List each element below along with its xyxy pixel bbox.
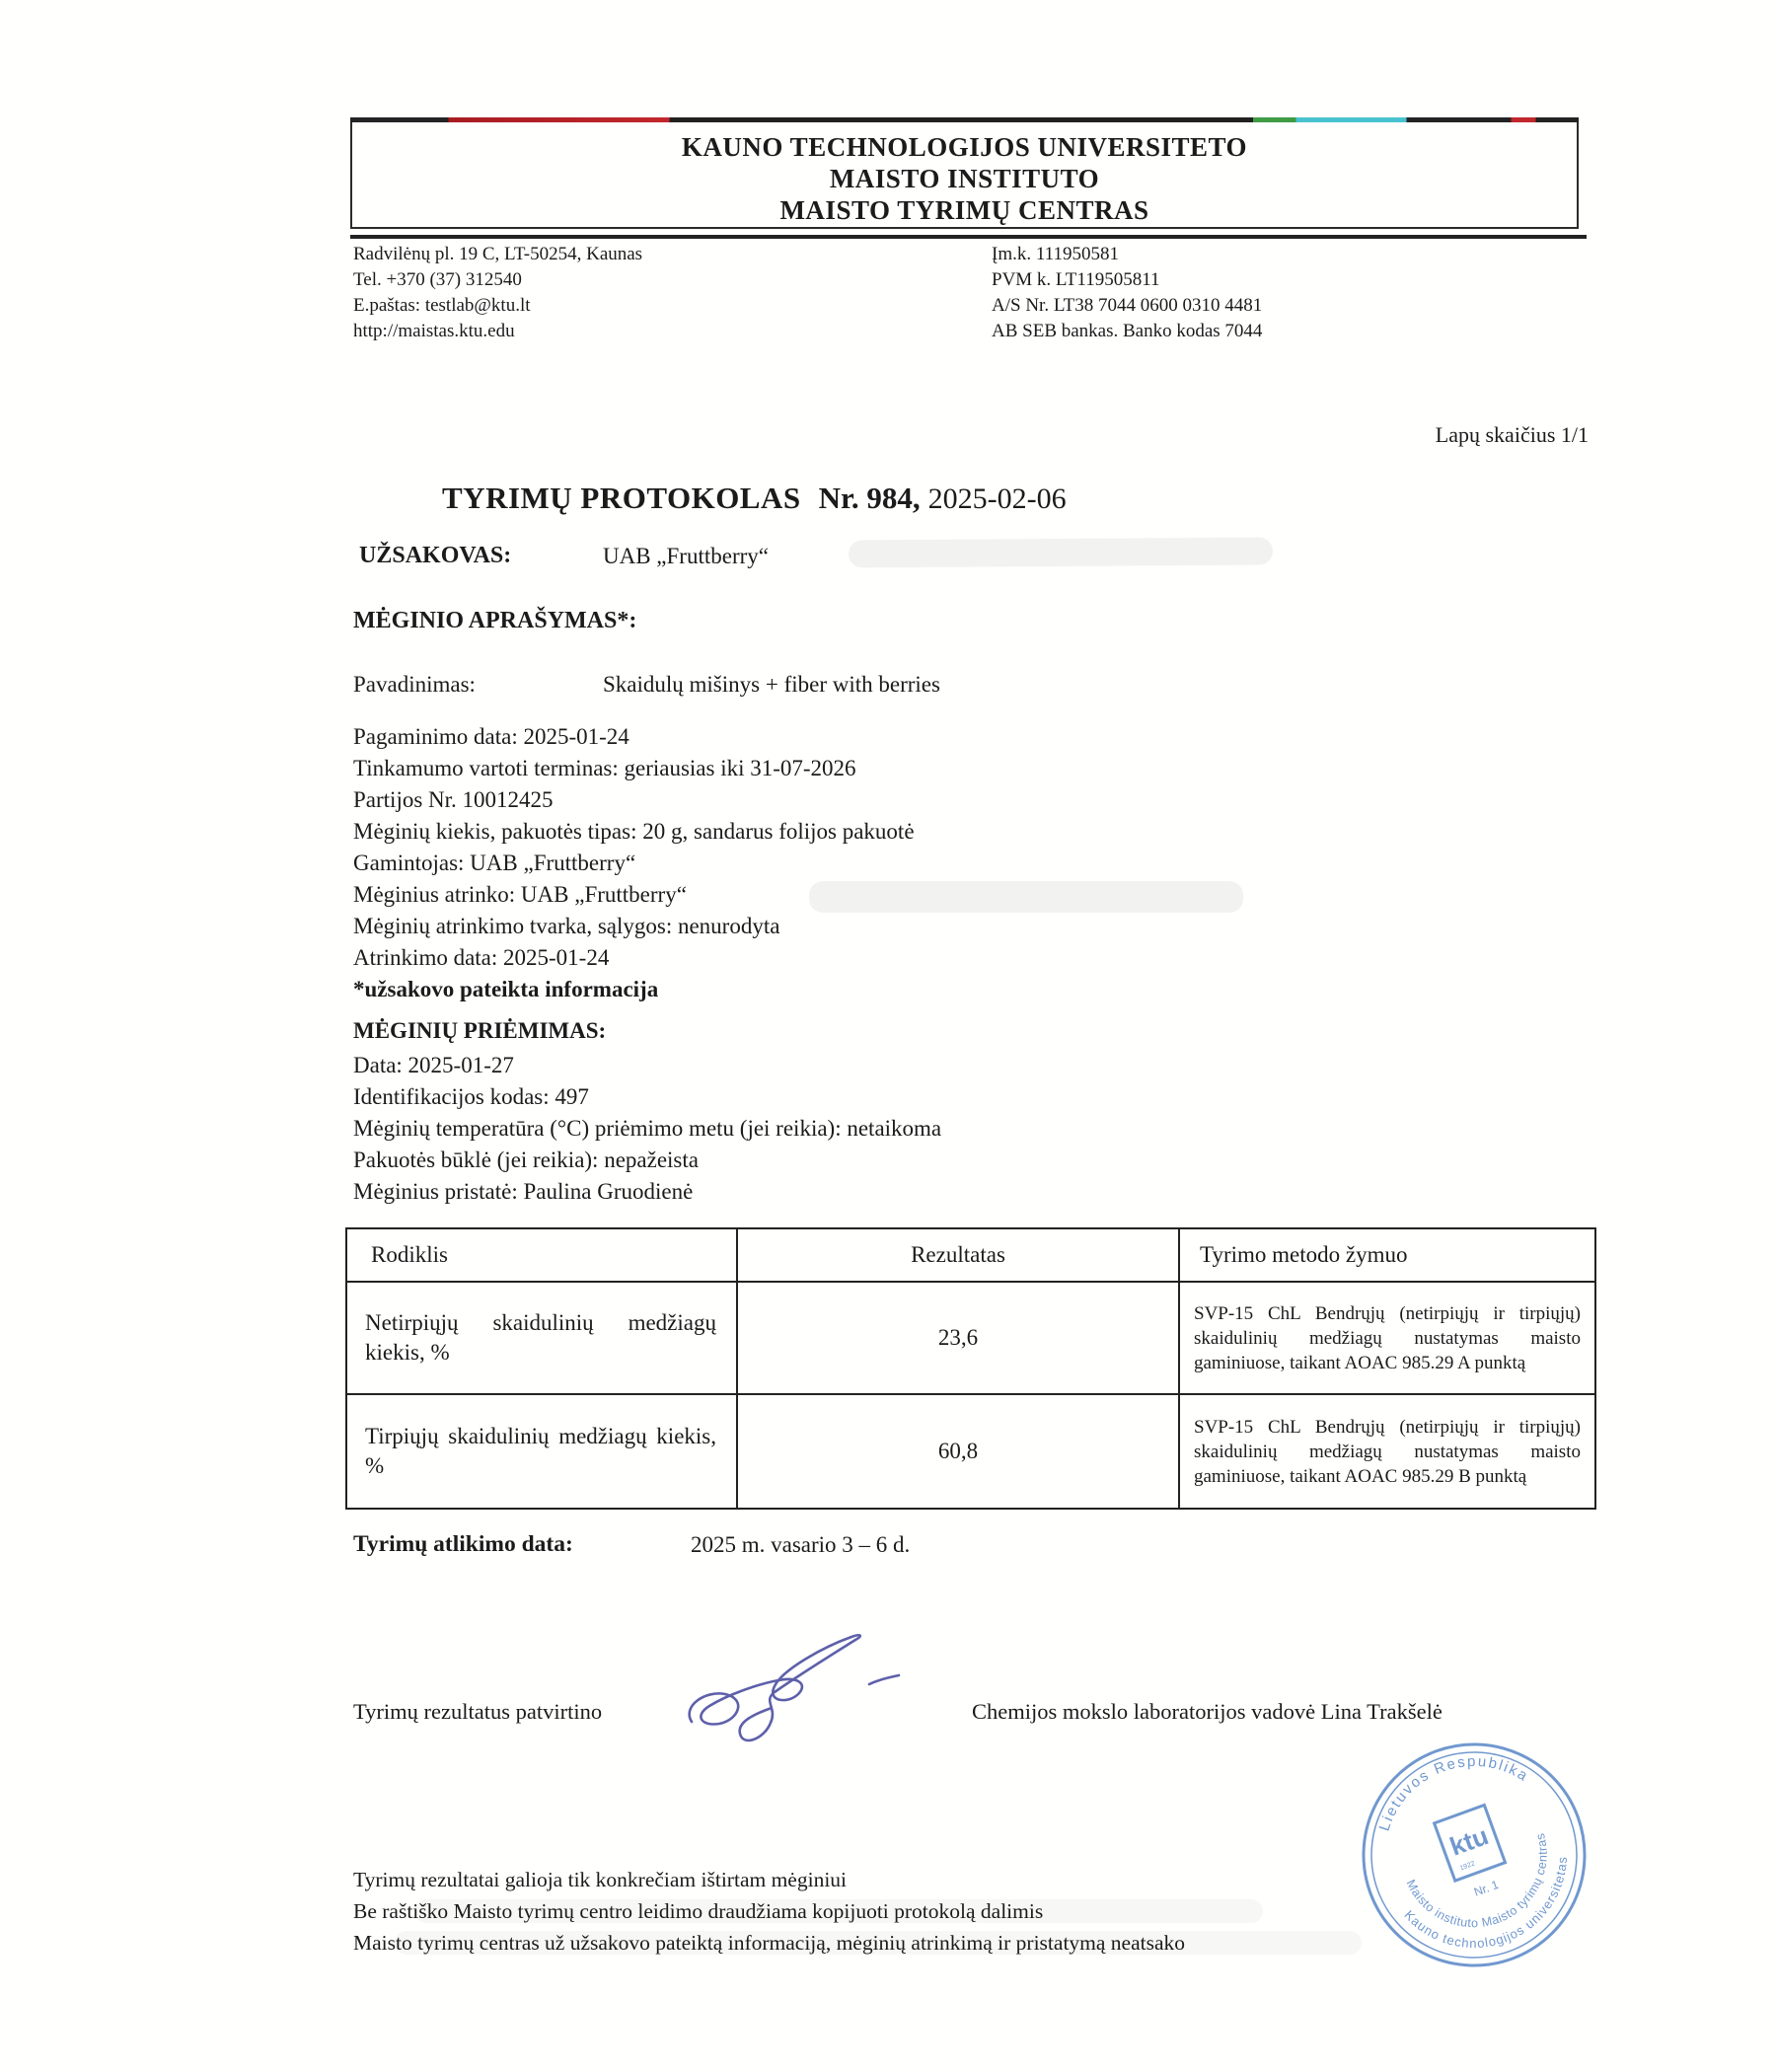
company-code: Įm.k. 111950581: [992, 244, 1119, 264]
org-name-line-2: MAISTO INSTITUTO: [829, 164, 1100, 193]
desc-manufacturer: Gamintojas: UAB „Fruttberry“: [353, 851, 636, 875]
desc-sampled-by: Mėginius atrinko: UAB „Fruttberry“: [353, 882, 687, 907]
approval-right-text: Chemijos mokslo laboratorijos vadovė Lina Trakšelė: [972, 1699, 1443, 1724]
sample-description-block: [353, 721, 915, 1005]
reception-heading: MĖGINIŲ PRIĖMIMAS:: [353, 1018, 607, 1043]
stamp-ring-top-text: Lietuvos Respublika: [1375, 1752, 1532, 1833]
contact-block-right: [992, 242, 1262, 344]
sample-name-value: Skaidulų mišinys + fiber with berries: [603, 672, 940, 697]
redaction-smudge-client: [849, 537, 1273, 567]
sheet-count-label: Lapų skaičius 1/1: [1435, 422, 1589, 447]
method-cell: SVP-15 ChL Bendrųjų (netirpiųjų ir tirpiųjų) skaidulinių medžiagų nustatymas maisto gaminiuose, taikant AOAC 985.29 A punktą: [1179, 1282, 1595, 1394]
table-row: [346, 1282, 1595, 1394]
indicator-cell: Tirpiųjų skaidulinių medžiagų kiekis, %: [346, 1394, 737, 1509]
client-label: UŽSAKOVAS:: [359, 543, 512, 568]
desc-best-before: Tinkamumo vartoti terminas: geriausias iki 31-07-2026: [353, 756, 856, 780]
results-header-row: [346, 1228, 1595, 1282]
contact-address: Radvilėnų pl. 19 C, LT-50254, Kaunas: [353, 244, 643, 264]
reception-block: [353, 1050, 941, 1208]
footer-line-validity: Tyrimų rezultatai galioja tik konkrečiam ištirtam mėginiui: [353, 1868, 848, 1891]
bank-name: AB SEB bankas. Banko kodas 7044: [992, 321, 1263, 341]
bank-account: A/S Nr. LT38 7044 0600 0310 4481: [992, 295, 1263, 316]
sample-name-row: [353, 672, 940, 698]
header-indicator: Rodiklis: [346, 1228, 737, 1282]
result-cell: 23,6: [737, 1282, 1179, 1394]
protocol-title: TYRIMŲ PROTOKOLAS: [442, 481, 801, 515]
results-table: [345, 1227, 1596, 1510]
client-value: UAB „Fruttberry“: [603, 544, 769, 568]
reception-temperature: Mėginių temperatūra (°C) priėmimo metu (jei reikia): netaikoma: [353, 1116, 942, 1141]
contact-phone: Tel. +370 (37) 312540: [353, 269, 522, 290]
client-row: [359, 543, 769, 569]
reception-delivered-by: Mėginius pristatė: Paulina Gruodienė: [353, 1179, 694, 1204]
desc-sampling-procedure: Mėginių atrinkimo tvarka, sąlygos: nenurodyta: [353, 914, 780, 938]
stamp-ktu-year: 1922: [1458, 1860, 1476, 1873]
stamp-ring-bottom-text: Kauno technologijos universitetas: [1401, 1855, 1571, 1952]
signature-stroke: [690, 1635, 860, 1740]
footer-disclaimers: [353, 1864, 1185, 1959]
contact-block-left: [353, 242, 642, 344]
redaction-smudge-sampler: [809, 881, 1243, 913]
execution-date-value: 2025 m. vasario 3 – 6 d.: [691, 1532, 911, 1557]
desc-footnote: *užsakovo pateikta informacija: [353, 977, 659, 1001]
reception-id-code: Identifikacijos kodas: 497: [353, 1084, 589, 1109]
desc-production-date: Pagaminimo data: 2025-01-24: [353, 724, 629, 749]
table-row: [346, 1394, 1595, 1509]
sample-description-heading: MĖGINIO APRAŠYMAS*:: [353, 608, 637, 633]
desc-sampling-date: Atrinkimo data: 2025-01-24: [353, 945, 610, 970]
stamp-number: Nr. 1: [1472, 1877, 1501, 1899]
vat-code: PVM k. LT119505811: [992, 269, 1160, 290]
footer-line-copying: Be raštiško Maisto tyrimų centro leidimo draudžiama kopijuoti protokolą dalimis: [353, 1899, 1044, 1923]
letterhead-underline: [350, 235, 1587, 239]
contact-website: http://maistas.ktu.edu: [353, 321, 515, 341]
round-ink-stamp: [1354, 1735, 1595, 1976]
contact-email: E.paštas: testlab@ktu.lt: [353, 295, 531, 316]
sample-name-label: Pavadinimas:: [353, 672, 476, 697]
letterhead-org-box: [350, 122, 1579, 229]
stamp-ring-inner-text: Maisto instituto Maisto tyrimų centras: [1403, 1831, 1550, 1931]
handwritten-signature: [676, 1623, 908, 1773]
approval-left-text: Tyrimų rezultatus patvirtino: [353, 1699, 603, 1724]
reception-package-condition: Pakuotės būklė (jei reikia): nepažeista: [353, 1147, 699, 1172]
protocol-date: 2025-02-06: [927, 482, 1067, 515]
header-method: Tyrimo metodo žymuo: [1179, 1228, 1595, 1282]
stamp-ktu-logo-text: ktu: [1445, 1820, 1493, 1862]
method-cell: SVP-15 ChL Bendrųjų (netirpiųjų ir tirpiųjų) skaidulinių medžiagų nustatymas maisto gaminiuose, taikant AOAC 985.29 B punktą: [1179, 1394, 1595, 1509]
reception-date: Data: 2025-01-27: [353, 1053, 514, 1077]
footer-line-liability: Maisto tyrimų centras už užsakovo pateiktą informaciją, mėginių atrinkimą ir pristatymą neatsako: [353, 1931, 1186, 1955]
protocol-number: Nr. 984,: [818, 481, 921, 515]
org-name-line-1: KAUNO TECHNOLOGIJOS UNIVERSITETO: [681, 132, 1248, 162]
result-cell: 60,8: [737, 1394, 1179, 1509]
org-name-line-3: MAISTO TYRIMŲ CENTRAS: [779, 195, 1149, 225]
desc-batch-number: Partijos Nr. 10012425: [353, 787, 554, 812]
desc-sample-quantity: Mėginių kiekis, pakuotės tipas: 20 g, sandarus folijos pakuotė: [353, 819, 915, 844]
indicator-cell: Netirpiųjų skaidulinių medžiagų kiekis, %: [346, 1282, 737, 1394]
protocol-title-row: [442, 481, 1067, 516]
signature-dash: [869, 1675, 899, 1684]
execution-date-label: Tyrimų atlikimo data:: [353, 1531, 573, 1557]
execution-date-row: [353, 1531, 911, 1558]
header-result: Rezultatas: [737, 1228, 1179, 1282]
